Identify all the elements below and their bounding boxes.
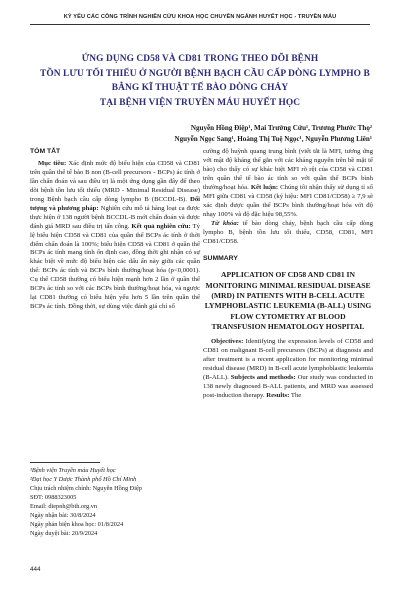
left-column [30, 148, 200, 312]
footnotes [30, 462, 200, 538]
keywords [203, 220, 373, 247]
abstract-paragraph [30, 160, 200, 312]
label-methods: Đối tượng và phương pháp: [30, 195, 201, 212]
abstract-continued [203, 148, 373, 220]
date-approved: Ngày duyệt bài: 20/9/2024 [30, 530, 98, 537]
email: Email: diepnh@bth.org.vn [30, 503, 98, 510]
summary-heading: SUMMARY [203, 255, 238, 263]
author-line: Nguyễn Hồng Điệp¹, Mai Trường Cửu¹, Trương Phước Thọ² [190, 124, 372, 132]
objective-text: Xác định mức độ biểu hiện của CD58 và CD81 trên quần thể tế bào B non (B-cell precursors - BCPs) ác tính ở lần chẩn đoán và sau điều trị là một ứng dụng gần đây để theo dõi bệnh tồn lưu tối thiểu (MRD - Minimal Residual Disease) trong Bệnh bạch cầu cấp dòng lympho B (BCCDL-B). [30, 159, 201, 203]
title-line: ỨNG DỤNG CD58 VÀ CD81 TRONG THEO DÕI BỆNH [81, 54, 319, 64]
title-line: TỒN LƯU TỐI THIỂU Ở NGƯỜI BỆNH BẠCH CẦU CẤP DÒNG LYMPHO B [40, 68, 370, 79]
english-title: APPLICATION OF CD58 AND CD81 IN MONITORING MINIMAL RESIDUAL DISEASE (MRD) IN PATIENTS WITH B-CELL ACUTE LYMPHOBLASTIC LEUKEMIA (B-ALL) USING FLOW CYTOMETRY AT BLOOD TRANSFUSION HEMATOLOGY HOSPITAL [204, 270, 372, 331]
corresponding-author: Chịu trách nhiệm chính: Nguyễn Hồng Điệp [30, 485, 142, 492]
conclusion-text: Chúng tôi nhận thấy sử dụng tỉ số MFI giữa CD81 và CD58 (ký hiệu: MFI CD81/CD58) ≥ 7,9 sẽ xác định được quần thể BCPs bình thường/hoạt hóa với độ nhạy 100% và độ đặc hiệu 98,55%. [203, 183, 373, 218]
label-objective: Mục tiêu: [38, 159, 67, 167]
abstract-continued-text: cường độ huỳnh quang trung bình (viết tắt là MFI, tương ứng với mật độ kháng thể gắn với các kháng nguyên trên bề mặt tế bào) cho thấy có sự khác biệt MFI rõ rệt của CD58 và CD81 trên quần thể tế bào ác tính so với quần thể BCPs bình thường/hoạt hóa. [203, 148, 373, 191]
summary-paragraph [203, 338, 373, 401]
title-line: TẠI BỆNH VIỆN TRUYỀN MÁU HUYẾT HỌC [99, 97, 301, 108]
author-line: Nguyễn Ngọc Sang¹, Hoàng Thị Tuệ Ngọc¹, Nguyễn Phương Liên¹ [174, 135, 372, 143]
abstract-heading: TÓM TẮT [30, 148, 61, 155]
page-number: 444 [30, 566, 41, 573]
affiliation-2: ²Đại học Y Dược Thành phố Hồ Chí Minh [30, 476, 137, 483]
affiliation-1: ¹Bệnh viện Truyền máu Huyết học [30, 467, 116, 474]
keywords-text: tế bào dòng chảy, bệnh bạch cầu cấp dòng lympho B, bệnh tồn lưu tối thiểu, CD58, CD81, MFI CD81/CD58. [203, 219, 373, 245]
author-list [110, 123, 372, 145]
label-results-en: Results: [266, 391, 290, 399]
date-reviewed: Ngày phản biện khoa học: 01/8/2024 [30, 521, 124, 528]
header-divider [30, 24, 370, 25]
footnote-divider [30, 462, 100, 463]
results-text: Tỷ lệ biểu hiện CD58 và CD81 của quần thể BCPs ác tính ở thời điểm chẩn đoán là 100%; biểu hiện CD58 và CD81 ở quần thể BCPs ác tính mang tính ổn định cao, đồng thời ghi nhận có sự khác biệt về mức độ biểu hiện các dấu ấn này giữa các quần thể: BCPs ác tính và BCPs bình thường/hoạt hóa (p<0,0001). Cụ thể CD58 thường có biểu hiện mạnh hơn 2 lần ở quần thể BCPs ác tính so với các BCPs bình thường/hoạt hóa, và ngược lại CD81 thường có biểu hiện yếu hơn 5 lần trên quần thể BCPs ác tính. Đồng thời, sự dùng việc đánh giá chỉ số [30, 222, 200, 311]
label-objectives-en: Objectives: [211, 338, 244, 346]
article-title [40, 52, 370, 110]
date-received: Ngày nhận bài: 30/8/2024 [30, 512, 96, 519]
methods-text: Nghiên cứu mô tả hàng loạt ca được thực hiện ở 138 người bệnh BCCDL-B mới chẩn đoán và được đánh giá MRD sau điều trị tấn công. [30, 204, 201, 230]
label-subjects-methods-en: Subjects and methods: [230, 374, 296, 382]
label-keywords: Từ khóa: [211, 219, 239, 227]
phone: SĐT: 0988323005 [30, 494, 77, 501]
results-en-text: The [289, 391, 302, 399]
label-conclusion: Kết luận: [250, 183, 279, 191]
subjects-methods-en-text: Our study was conducted in 138 newly diagnosed B-ALL patients, and MRD was assessed post-induction therapy. [203, 374, 373, 399]
right-column [203, 148, 373, 401]
label-results: Kết quả nghiên cứu: [131, 222, 191, 230]
title-line: BẰNG KĨ THUẬT TẾ BÀO DÒNG CHẢY [111, 83, 289, 93]
objectives-en-text: Identifying the expression levels of CD58 and CD81 on malignant B-cell precursors (BCPs) at diagnosis and after treatment is a recent application for monitoring minimal residual disease (MRD) in B-cell acute lymphoblastic leukemia (B-ALL). [203, 338, 373, 382]
running-header: KỶ YẾU CÁC CÔNG TRÌNH NGHIÊN CỨU KHOA HỌC CHUYÊN NGÀNH HUYẾT HỌC - TRUYỀN MÁU [63, 14, 337, 20]
